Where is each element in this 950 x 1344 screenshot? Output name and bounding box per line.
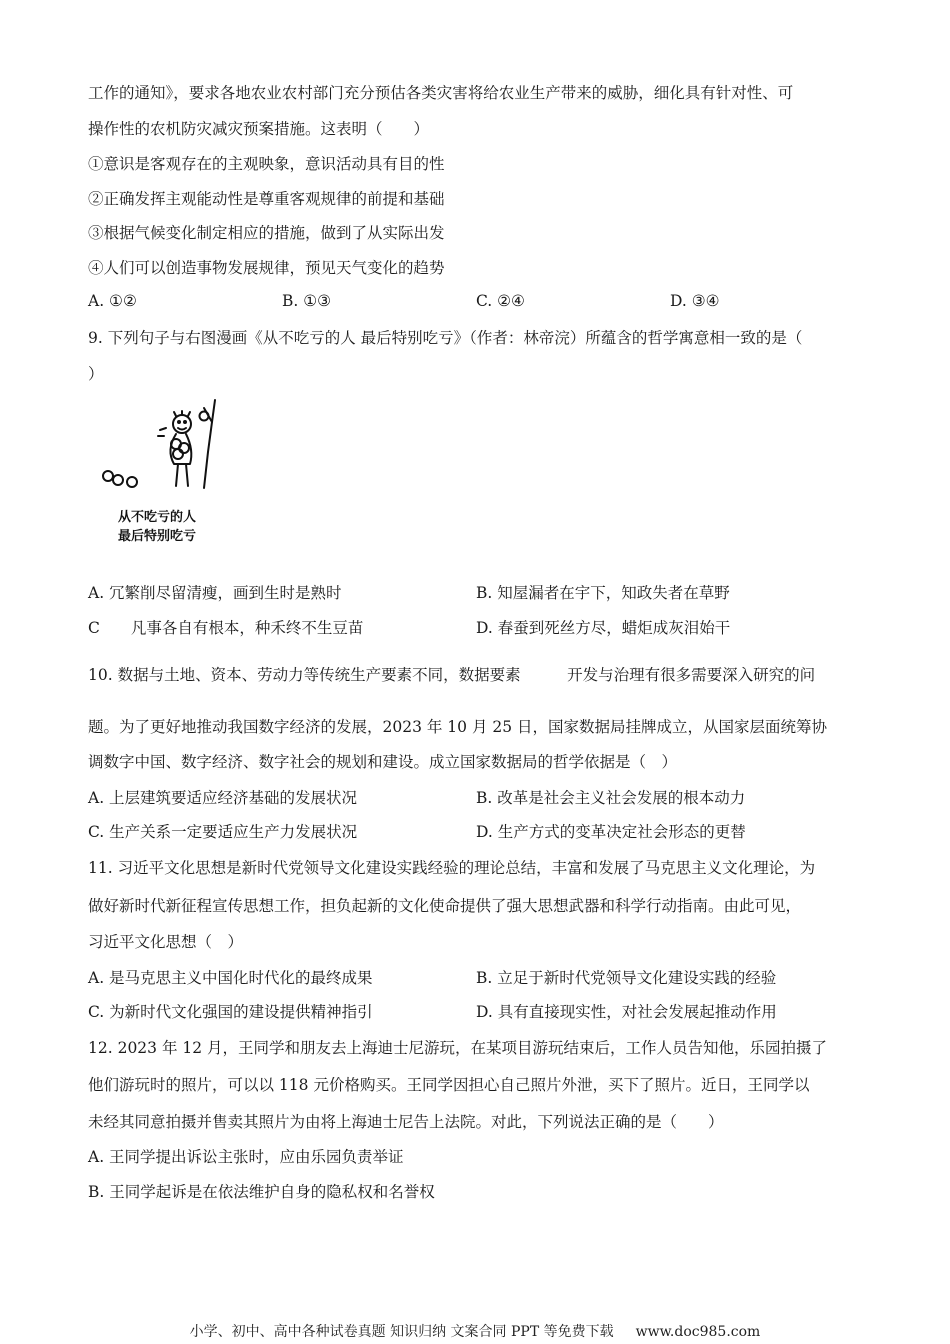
q8-statement-2: ②正确发挥主观能动性是尊重客观规律的前提和基础	[88, 190, 445, 208]
q10-option-a: A. 上层建筑要适应经济基础的发展状况	[88, 789, 358, 807]
tree-trunk	[204, 400, 215, 488]
q11-option-c: C. 为新时代文化强国的建设提供精神指引	[88, 1003, 373, 1021]
q9-option-d: D. 春蚕到死丝方尽，蜡炬成灰泪始干	[476, 619, 731, 637]
q10-stem-line-2: 题。为了更好地推动我国数字经济的发展，2023 年 10 月 25 日，国家数据局挂牌成立，从国家层面统筹协	[88, 718, 828, 736]
q9-stem-line-2: ）	[88, 365, 104, 383]
cartoon-caption-line-2: 最后特别吃亏	[118, 529, 197, 544]
fallen-fruit	[103, 471, 113, 481]
q10-stem-line-3: 调数字中国、数字经济、数字社会的规划和建设。成立国家数据局的哲学依据是（ ）	[88, 753, 678, 771]
q10-option-c: C. 生产关系一定要适应生产力发展状况	[88, 823, 358, 841]
q12-stem-line-3: 未经其同意拍摄并售卖其照片为由将上海迪士尼告上法院。对此，下列说法正确的是（ ）	[88, 1113, 724, 1131]
q9-option-b: B. 知屋漏者在宇下，知政失者在草野	[476, 584, 730, 602]
q12-stem-line-2: 他们游玩时的照片，可以以 118 元价格购买。王同学因担心自己照片外泄，买下了照片。近日，王同学以	[88, 1076, 810, 1094]
q8-statement-1: ①意识是客观存在的主观映象，意识活动具有目的性	[88, 155, 445, 173]
q8-statement-4: ④人们可以创造事物发展规律，预见天气变化的趋势	[88, 259, 445, 277]
q12-stem-line-1: 12. 2023 年 12 月，王同学和朋友去上海迪士尼游玩，在某项目游玩结束后，工作人员告知他，乐园拍摄了	[88, 1039, 828, 1057]
q11-option-d: D. 具有直接现实性，对社会发展起推动作用	[476, 1003, 777, 1021]
q8-stem-line-2: 操作性的农机防灾减灾预案措施。这表明（ ）	[88, 120, 430, 138]
q11-stem-line-3: 习近平文化思想（ ）	[88, 933, 244, 951]
q11-option-b: B. 立足于新时代党领导文化建设实践的经验	[476, 969, 777, 987]
q12-option-a: A. 王同学提出诉讼主张时，应由乐园负责举证	[88, 1148, 404, 1166]
q8-stem-line-1: 工作的通知》，要求各地农业农村部门充分预估各类灾害将给农业生产带来的威胁，细化具有针对性、可	[88, 84, 794, 102]
q11-stem-line-1: 11. 习近平文化思想是新时代党领导文化建设实践经验的理论总结，丰富和发展了马克思主义文化理论，为	[88, 859, 816, 877]
footer-text: 小学、初中、高中各种试卷真题 知识归纳 文案合同 PPT 等免费下载	[189, 1324, 614, 1340]
q9-option-c: C 凡事各自有根本，种禾终不生豆苗	[88, 619, 364, 637]
q9-stem-line-1: 9. 下列句子与右图漫画《从不吃亏的人 最后特别吃亏》（作者：林帝浣）所蕴含的哲学寓意相一致的是（	[88, 329, 803, 347]
hanging-fruit	[200, 412, 209, 421]
q8-option-a: A. ①②	[88, 292, 137, 310]
page-footer	[0, 1323, 950, 1341]
q8-option-c: C. ②④	[476, 292, 525, 310]
q8-statement-3: ③根据气候变化制定相应的措施，做到了从实际出发	[88, 224, 445, 242]
q9-cartoon	[96, 392, 236, 552]
q10-option-b: B. 改革是社会主义社会发展的根本动力	[476, 789, 746, 807]
q8-option-b: B. ①③	[282, 292, 332, 310]
q12-option-b: B. 王同学起诉是在依法维护自身的隐私权和名誉权	[88, 1183, 435, 1201]
footer-url[interactable]: www.doc985.com	[635, 1324, 761, 1340]
q11-stem-line-2: 做好新时代新征程宣传思想工作，担负起新的文化使命提供了强大思想武器和科学行动指南。由此可见，	[88, 897, 802, 915]
q9-option-a: A. 冗繁削尽留清瘦，画到生时是熟时	[88, 584, 342, 602]
q10-option-d: D. 生产方式的变革决定社会形态的更替	[476, 823, 746, 841]
q11-option-a: A. 是马克思主义中国化时代化的最终成果	[88, 969, 373, 987]
q8-option-d: D. ③④	[670, 292, 720, 310]
cartoon-caption-line-1: 从不吃亏的人	[118, 510, 197, 525]
q10-stem-line-1: 10. 数据与土地、资本、劳动力等传统生产要素不同，数据要素 开发与治理有很多需要深入研究的问	[88, 666, 816, 684]
figure-legs	[176, 464, 188, 486]
